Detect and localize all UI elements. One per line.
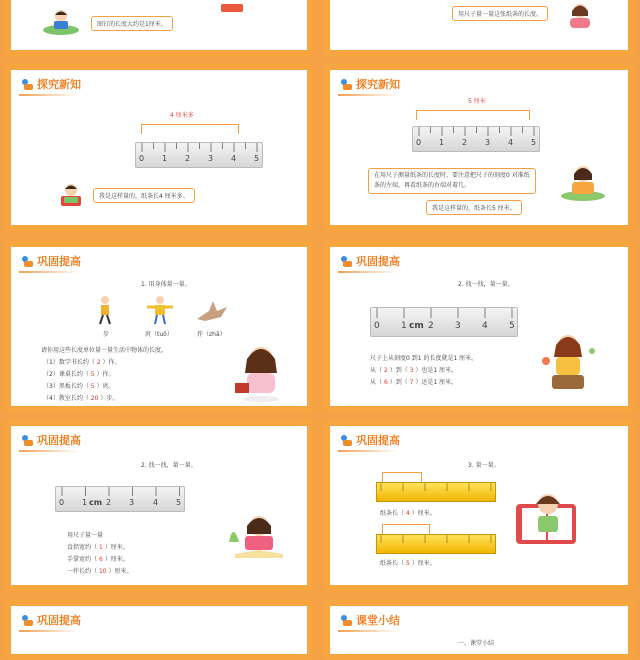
logo-icon	[340, 614, 353, 627]
question-heading: 2. 找一找，量一量。	[458, 281, 514, 288]
ruler-num: 2	[462, 138, 468, 147]
girl-with-book-icon	[233, 343, 287, 407]
label-bu: 步	[103, 331, 110, 338]
question-heading: 2. 找一找，量一量。	[141, 462, 197, 469]
q3: （3）黑板长约（ 5 ）庹。	[43, 383, 115, 390]
ruler-num: 3	[129, 498, 135, 507]
slide-title: 巩固提高	[21, 253, 81, 269]
slide-title: 巩固提高	[340, 253, 400, 269]
logo-icon	[340, 255, 353, 268]
logo-icon	[21, 78, 34, 91]
paper-strip	[382, 524, 430, 534]
slide-3[interactable]	[5, 64, 313, 231]
ruler-num: 2	[106, 498, 112, 507]
logo-icon	[21, 614, 34, 627]
slide-1[interactable]	[5, 0, 313, 56]
slide-title: 课堂小结	[340, 612, 400, 628]
slide-title: 巩固提高	[340, 432, 400, 448]
paper-strip	[141, 124, 239, 134]
girl-sitting-icon	[538, 331, 598, 401]
slide-10[interactable]	[324, 600, 634, 660]
line-2: 从（ 2 ）到（ 3 ）也是1 厘米。	[370, 367, 458, 374]
slide-title: 探究新知	[21, 76, 81, 92]
q4: （4）教室长约（ 20 ）步。	[43, 395, 119, 402]
paper-strip	[416, 110, 530, 120]
tip-box: 在用尺子测量纸条的长度时，要注意把尺子的刻度0 对准纸 条的左端，再看纸条的右端对着几。	[368, 168, 536, 194]
question-heading: 1. 用身体量一量。	[141, 281, 191, 288]
note-box: 我是这样量的，纸条长5 厘米。	[426, 200, 522, 215]
yellow-ruler	[376, 534, 496, 554]
ruler-num: 0	[416, 138, 422, 147]
ruler-num: 4	[231, 154, 237, 163]
arms-spread-figure-icon	[145, 295, 175, 329]
logo-icon	[340, 434, 353, 447]
title-underline	[338, 94, 398, 96]
line-1: 用尺子量一量	[67, 532, 104, 539]
ruler	[135, 142, 263, 168]
line-2: 食指宽约（ 1 ）厘米。	[67, 544, 129, 551]
line-3: 手掌宽约（ 6 ）厘米。	[67, 556, 129, 563]
line-4: 一拃长约（ 10 ）厘米。	[67, 568, 133, 575]
slide-5[interactable]	[5, 241, 313, 412]
line-1: 尺子上从刻度0 到1 的长度就是1 厘米。	[370, 355, 478, 362]
slide-title: 巩固提高	[21, 432, 81, 448]
ruler-num: 1	[162, 154, 168, 163]
girl-reading-icon	[558, 162, 608, 206]
slide-8[interactable]	[324, 420, 634, 591]
slide-title: 探究新知	[340, 76, 400, 92]
slide-7[interactable]	[5, 420, 313, 591]
girl-icon	[562, 2, 598, 34]
title-underline	[19, 450, 79, 452]
length-label: 4 厘米多	[170, 112, 194, 119]
ruler-num: 0	[374, 321, 380, 331]
logo-icon	[340, 78, 353, 91]
ruler-num: 5	[176, 498, 182, 507]
label-tuo: 庹（tuǒ）	[145, 331, 173, 338]
title-underline	[19, 630, 79, 632]
logo-icon	[21, 255, 34, 268]
step-figure-icon	[97, 295, 113, 329]
ruler-num: 5	[254, 154, 260, 163]
line-2: 纸条长（ 5 ）厘米。	[380, 560, 436, 567]
slide-2[interactable]	[324, 0, 634, 56]
paper-strip	[382, 472, 422, 482]
yellow-ruler	[376, 482, 496, 502]
ruler-num: 3	[485, 138, 491, 147]
ruler-num: 4	[153, 498, 159, 507]
ruler-num: 3	[455, 321, 461, 331]
title-underline	[338, 271, 398, 273]
ruler-num: 2	[428, 321, 434, 331]
book-icon	[221, 4, 243, 12]
ruler	[55, 486, 185, 512]
ruler-unit: cm	[409, 321, 424, 331]
line-3: 从（ 6 ）到（ 7 ）还是1 厘米。	[370, 379, 458, 386]
girl-reading-icon	[225, 512, 285, 568]
ruler	[370, 307, 518, 337]
title-underline	[19, 94, 79, 96]
ruler-num: 5	[531, 138, 537, 147]
ruler-num: 0	[139, 154, 145, 163]
note-box: 我是这样量的，纸条长4 厘米多。	[93, 188, 195, 203]
note-box: 图钉的长度大约是1厘米。	[91, 16, 173, 31]
title-underline	[19, 271, 79, 273]
ruler-num: 2	[185, 154, 191, 163]
ruler-num: 4	[482, 321, 488, 331]
ruler	[412, 126, 540, 152]
ruler-num: 4	[508, 138, 514, 147]
slide-title: 巩固提高	[21, 612, 81, 628]
length-label: 5 厘米	[468, 98, 486, 105]
ruler-num: 5	[509, 321, 515, 331]
slide-6[interactable]	[324, 241, 634, 412]
note-box: 用尺子量一量这张纸条的长度。	[452, 6, 548, 21]
line-1: 纸条长（ 4 ）厘米。	[380, 510, 436, 517]
hand-span-icon	[195, 299, 229, 327]
ruler-num: 3	[208, 154, 214, 163]
ruler-num: 0	[59, 498, 65, 507]
ruler-num: 1	[401, 321, 407, 331]
ruler-unit: cm	[89, 498, 103, 507]
slide-9[interactable]	[5, 600, 313, 660]
label-zha: 拃（zhǎ）	[197, 331, 226, 338]
kid-reading-icon	[41, 6, 81, 40]
ruler-num: 1	[82, 498, 88, 507]
logo-icon	[21, 434, 34, 447]
kid-reading-icon	[55, 182, 87, 212]
title-underline	[338, 450, 398, 452]
slide-4[interactable]	[324, 64, 634, 231]
q1: （1）数学书长约（ 2 ）拃。	[43, 359, 121, 366]
q2: （2）课桌长约（ 5 ）拃。	[43, 371, 115, 378]
question-heading: 3. 量一量。	[468, 462, 500, 469]
kid-in-book-icon	[514, 490, 580, 554]
section-heading: 一、课堂小结	[458, 640, 495, 647]
title-underline	[338, 630, 398, 632]
ruler-num: 1	[439, 138, 445, 147]
instruction: 请你用这些长度单位量一量生活中物体的长度。	[41, 347, 168, 354]
